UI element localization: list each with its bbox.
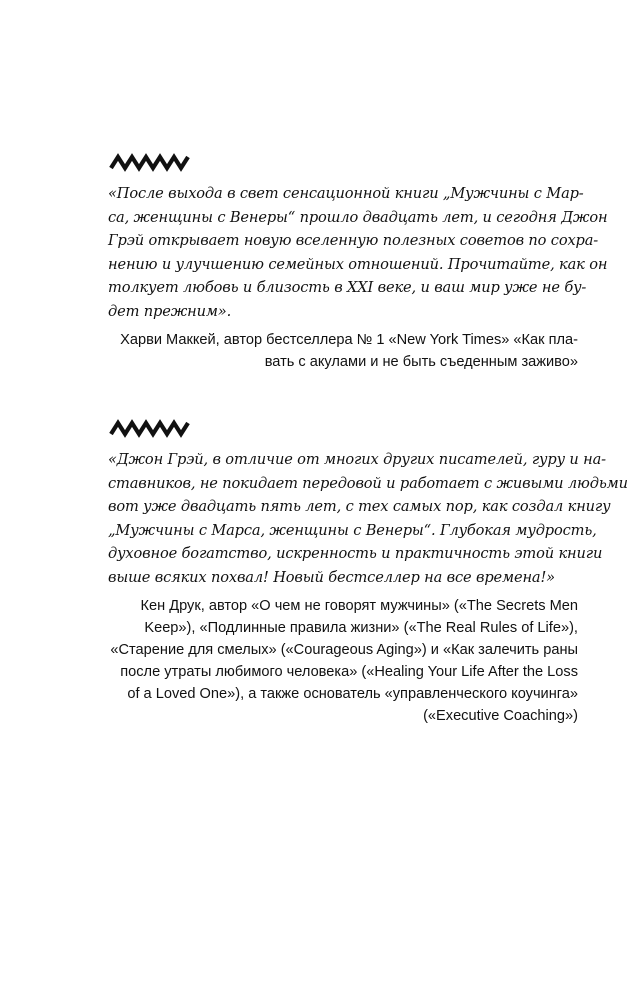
attribution-line: вать с акулами и не быть съеденным заживо» xyxy=(264,354,578,370)
quote-line: толкует любовь и близость в XXI веке, и ваш мир уже не бу- xyxy=(108,279,587,296)
blurb-harvey-mackay xyxy=(108,152,608,373)
blurb-attribution xyxy=(108,595,578,727)
wave-ornament-icon xyxy=(109,152,193,172)
blurb-attribution xyxy=(108,329,578,373)
quote-line: ставников, не покидает передовой и работает с живыми людьми xyxy=(108,474,628,492)
wave-ornament-icon xyxy=(109,418,193,438)
blurb-quote xyxy=(108,182,608,323)
attribution-line: («Executive Coaching») xyxy=(423,708,578,724)
quote-line: вот уже двадцать пять лет, с тех самых пор, как создал книгу xyxy=(108,498,611,515)
attribution-line: Keep»), «Подлинные правила жизни» («The Real Rules of Life»), xyxy=(144,620,578,636)
blurb-quote xyxy=(108,448,628,589)
quote-line: дет прежним». xyxy=(108,302,232,320)
quote-line: «Джон Грэй, в отличие от многих других писателей, гуру и на- xyxy=(108,451,606,468)
attribution-line: of a Loved One»), а также основатель «управленческого коучинга» xyxy=(127,686,578,702)
attribution-line: Харви Маккей, автор бестселлера № 1 «New York Times» «Как пла- xyxy=(120,332,578,348)
quote-line: выше всяких похвал! Новый бестселлер на все времена!» xyxy=(108,568,555,586)
quote-line: Грэй открывает новую вселенную полезных советов по сохра- xyxy=(108,232,599,249)
attribution-line: после утраты любимого человека» («Healing Your Life After the Loss xyxy=(120,664,578,680)
quote-line: са, женщины с Венеры“ прошло двадцать лет, и сегодня Джон xyxy=(108,208,608,226)
attribution-line: «Старение для смелых» («Courageous Aging») и «Как залечить раны xyxy=(110,642,578,658)
blurb-ken-druck xyxy=(108,418,628,727)
quote-line: „Мужчины с Марса, женщины с Венеры“. Глубокая мудрость, xyxy=(108,521,597,539)
attribution-line: Кен Друк, автор «О чем не говорят мужчины» («The Secrets Men xyxy=(140,598,578,614)
quote-line: «После выхода в свет сенсационной книги „Мужчины с Мар- xyxy=(108,185,584,202)
quote-line: нению и улучшению семейных отношений. Прочитайте, как он xyxy=(108,255,608,273)
quote-line: духовное богатство, искренность и практичность этой книги xyxy=(108,545,603,562)
